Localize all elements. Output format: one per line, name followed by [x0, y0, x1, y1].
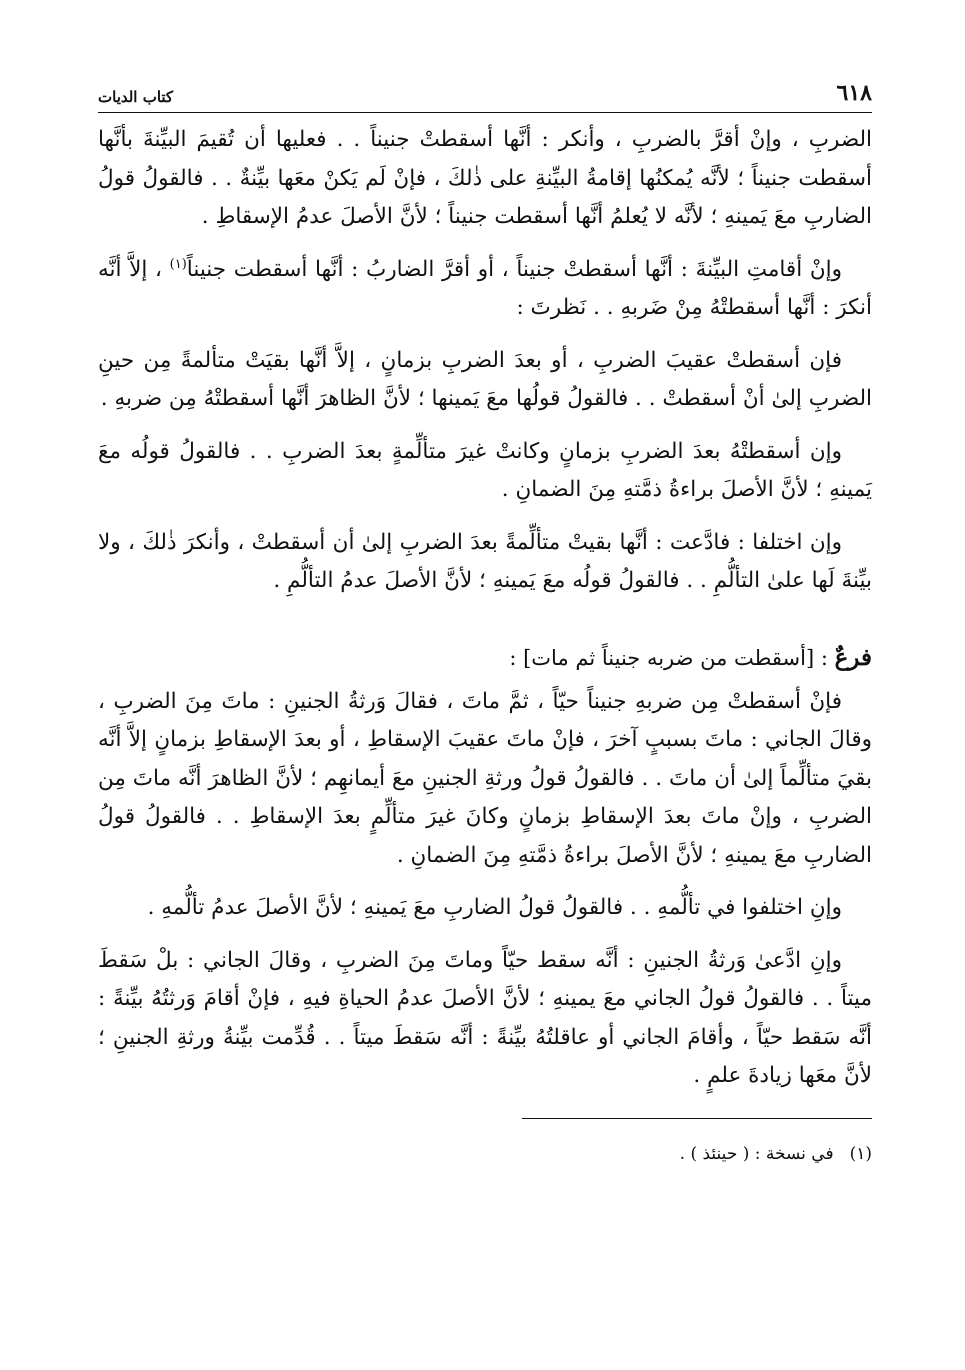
footnote-reference: (١) [169, 256, 187, 272]
paragraph: فإن أسقطتْ عقيبَ الضربِ ، أو بعدَ الضربِ بزمانٍ ، إلاَّ أنَّها بقيَتْ متألمةً مِن حينِ الضربِ إلىٰ أنْ أسقطتْ . . فالقولُ قولُها معَ يَمينها ؛ لأنَّ الظاهرَ أنَّها أسقطتْهُ مِن ضربهِ . [98, 347, 872, 411]
paragraph-text: ، إلاَّ أنَّه أنكرَ : أنَّها أسقطتْهُ مِنْ ضَربهِ . . نَظرتَ : [98, 256, 872, 320]
paragraph: فإنْ أسقطتْ مِن ضربهِ جنيناً حيّاً ، ثمَّ ماتَ ، فقالَ وَرثةُ الجنينِ : ماتَ مِنَ الضربِ ، وقالَ الجاني : ماتَ بسببٍ آخرَ ، فإنْ ماتَ عقيبَ الإسقاطِ ، أو بعدَ الإسقاطِ بزمانٍ إلاَّ أنَّه بقيَ متألِّماً إلىٰ أن ماتَ . . فالقولُ قولُ ورثةِ الجنينِ معَ أيمانهِم ؛ لأنَّ الظاهرَ أنَّه ماتَ مِن الضربِ ، وإنْ ماتَ بعدَ الإسقاطِ بزمانٍ وكانَ غيرَ متألِّمٍ بعدَ الإسقاطِ . . فالقولُ قولُ الضاربِ معَ يمينهِ ؛ لأنَّ الأصلَ براءةُ ذمَّتهِ مِنَ الضمانِ . [98, 688, 872, 868]
branch-heading [98, 641, 872, 675]
paragraph-with-footnote-ref [98, 251, 872, 328]
book-page [98, 78, 872, 1167]
paragraph: وإنِ ادَّعىٰ وَرثةُ الجنينِ : أنَّه سقط حيّاً وماتَ مِنَ الضربِ ، وقالَ الجاني : بلْ سَقطَ ميتاً . . فالقولُ قولُ الجاني معَ يمينهِ ؛ لأنَّ الأصلَ عدمُ الحياةِ فيهِ ، فإنْ أقامَ وَرثتُهُ بيِّنةً : أنَّه سَقط حيّاً ، وأقامَ الجاني أو عاقلتُهُ بيِّنةً : أنَّه سَقطَ ميتاً . . قُدِّمت بيِّنةُ ورثةِ الجنينِ ؛ لأنَّ معَها زيادةَ علمٍ . [98, 947, 872, 1088]
paragraph: الضربِ ، وإنْ أقرَّ بالضربِ ، وأنكر : أنَّها أسقطتْ جنيناً . . فعليها أن تُقيمَ البيِّنةَ بأنَّها أسقطت جنيناً ؛ لأنَّه يُمكنُها إقامةُ البيِّنةِ على ذٰلكَ ، فإنْ لَم يَكنْ معَها بيِّنةٌ . . فالقولُ قولُ الضاربِ معَ يَمينهِ ؛ لأنَّه لا يُعلمُ أنَّها أسقطت جنيناً ؛ لأنَّ الأصلَ عدمُ الإسقاطِ . [98, 127, 872, 229]
branch-label: فرعٌ [834, 643, 872, 671]
paragraph: وإن اختلفا : فادَّعت : أنَّها بقيتْ متألِّمةً بعدَ الضربِ إلىٰ أن أسقطتْ ، وأنكرَ ذٰلكَ ، ولا بيِّنةَ لَها علىٰ التألُّمِ . . فالقولُ قولُه معَ يَمينهِ ؛ لأنَّ الأصلَ عدمُ التألُّمِ . [98, 529, 872, 593]
footnote-number: (١) [849, 1143, 872, 1164]
page-header [98, 78, 872, 113]
footnote-divider [522, 1118, 872, 1119]
running-title: كتاب الديات [98, 88, 174, 106]
footnote-text: في نسخة : ( حينئذ ) . [679, 1143, 834, 1164]
page-number: ٦١٨ [836, 80, 872, 106]
paragraph: وإنِ اختلفوا في تألُّمهِ . . فالقولُ قولُ الضاربِ معَ يَمينهِ ؛ لأنَّ الأصلَ عدمُ تألُّمهِ . [147, 895, 842, 920]
paragraph: وإن أسقطتْهُ بعدَ الضربِ بزمانٍ وكانتْ غيرَ متألِّمةٍ بعدَ الضربِ . . فالقولُ قولُه معَ يَمينهِ ؛ لأنَّ الأصلَ براءةُ ذمَّتهِ مِنَ الضمانِ . [98, 438, 872, 502]
body-text [98, 121, 872, 1096]
branch-title: : [أسقطت من ضربه جنيناً ثم مات] : [509, 645, 835, 670]
paragraph-text: وإنْ أقامتِ البيِّنةَ : أنَّها أسقطتْ جنيناً ، أو أقرَّ الضاربُ : أنَّها أسقطت جنيناً [186, 256, 842, 282]
footnote [98, 1141, 872, 1167]
